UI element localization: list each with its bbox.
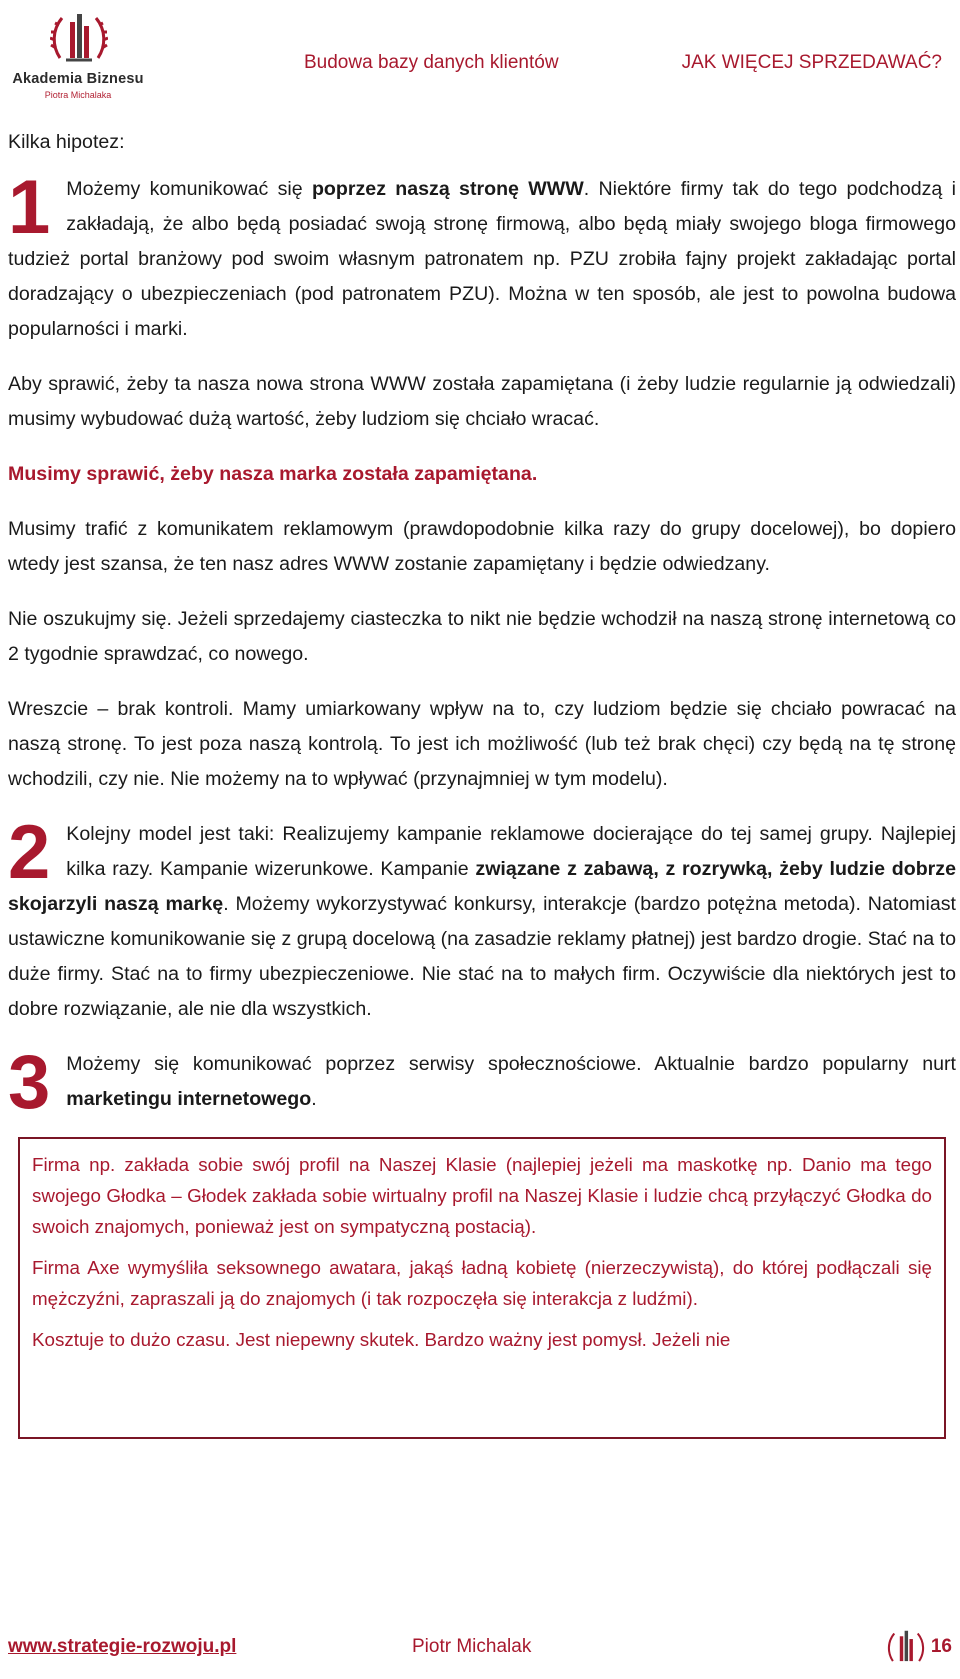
hypothesis-emphasis: poprzez naszą stronę WWW	[311, 178, 584, 200]
hypothesis-number: 3	[8, 1040, 51, 1125]
hypothesis-2	[8, 810, 956, 1027]
paragraph: Aby sprawić, żeby ta nasza nowa strona WWW została zapamiętana (i żeby ludzie regularnie ją odwiedzali) musimy wybudować dużą wartość, żeby ludziom się chciało wracać.	[8, 373, 956, 430]
footer-link[interactable]: www.strategie-rozwoju.pl	[8, 1636, 237, 1657]
hypothesis-3	[8, 1040, 956, 1125]
hypothesis-text: . Możemy wykorzystywać konkursy, interakcje (bardzo potężna metoda). Natomiast ustawiczne komunikowanie się z grupą docelową (na zasadzie reklamy płatnej) jest bardzo drogie. Stać na to duże firmy. Stać na to firmy ubezpieczeniowe. Nie stać na to małych firm. Oczywiście dla niektórych jest to dobre rozwiązanie, ale nie dla wszystkich.	[8, 893, 956, 1020]
paragraph: Wreszcie – brak kontroli. Mamy umiarkowany wpływ na to, czy ludziom będzie się chciało powracać na naszą stronę. To jest poza naszą kontrolą. To jest ich możliwość (lub też brak chęci) czy będą na tę stronę wchodzili, czy nie. Nie możemy na to wpływać (przynajmniej w tym modelu).	[8, 698, 956, 790]
paragraph: Musimy trafić z komunikatem reklamowym (prawdopodobnie kilka razy do grupy docelowej), bo dopiero wtedy jest szansa, że ten nasz adres WWW zostanie zapamiętany i będzie odwiedzany.	[8, 518, 956, 575]
header-series-title: JAK WIĘCEJ SPRZEDAWAĆ?	[681, 52, 942, 73]
hypothesis-number: 2	[8, 810, 51, 895]
hypothesis-number: 1	[8, 165, 51, 250]
highlight-paragraph: Musimy sprawić, żeby nasza marka została zapamiętana.	[8, 463, 538, 485]
paragraph: Nie oszukujmy się. Jeżeli sprzedajemy ciasteczka to nikt nie będzie wchodził na naszą stronę internetową co 2 tygodnie sprawdzać, co nowego.	[8, 608, 956, 665]
hypothesis-text: Możemy komunikować się	[66, 178, 312, 200]
page-footer	[8, 1634, 952, 1670]
hypothesis-text: .	[311, 1088, 317, 1110]
laurel-logo-icon	[50, 8, 108, 70]
example-box	[18, 1137, 946, 1439]
hypothesis-text: Możemy się komunikować poprzez serwisy społecznościowe. Aktualnie bardzo popularny nurt	[66, 1053, 956, 1075]
header-title: Budowa bazy danych klientów	[304, 52, 559, 73]
page-number: 16	[930, 1636, 952, 1657]
hypothesis-emphasis: marketingu internetowego	[66, 1088, 312, 1110]
hypothesis-1	[8, 165, 956, 347]
footer-author: Piotr Michalak	[412, 1636, 532, 1657]
document-body	[8, 125, 956, 1439]
logo	[8, 6, 148, 102]
hypothesis-text: Kolejny model jest taki: Realizujemy kampanie reklamowe docierające do tej samej grupy. Najlepiej kilka razy. Kampanie wizerunkowe. Kampanie	[66, 823, 956, 880]
hypothesis-text: . Niektóre firmy tak do tego podchodzą i zakładają, że albo będą posiadać swoją stronę firmową, albo będą miały swojego bloga firmowego tudzież portal branżowy pod swoim własnym patronatem np. PZU zrobiła fajny projekt zakładając portal doradzający o ubezpieczeniach (pod patronatem PZU). Można w ten sposób, ale jest to powolna budowa popularności i marki.	[8, 178, 956, 340]
logo-text: Akademia Biznesu	[12, 71, 144, 87]
hypothesis-emphasis: związane z zabawą, z rozrywką, żeby ludzie dobrze skojarzyli naszą markę	[8, 858, 956, 915]
box-paragraph: Kosztuje to dużo czasu. Jest niepewny skutek. Bardzo ważny jest pomysł. Jeżeli nie	[32, 1329, 731, 1350]
laurel-logo-icon	[886, 1626, 926, 1670]
section-heading: Kilka hipotez:	[8, 131, 125, 153]
box-paragraph: Firma np. zakłada sobie swój profil na Naszej Klasie (najlepiej jeżeli ma maskotkę np. Danio ma tego swojego Głodka – Głodek zakłada sobie wirtualny profil na Naszej Klasie i ludzie chcą przyłączyć Głodka do swoich znajomych, ponieważ jest on sympatyczną postacią).	[32, 1154, 932, 1237]
box-paragraph: Firma Axe wymyśliła seksownego awatara, jakąś ładną kobietę (nierzeczywistą), do której podłączali się mężczyźni, zapraszali ją do znajomych (i tak rozpoczęła się interakcja z ludźmi).	[32, 1257, 932, 1309]
logo-subtext: Piotra Michalaka	[44, 90, 112, 100]
